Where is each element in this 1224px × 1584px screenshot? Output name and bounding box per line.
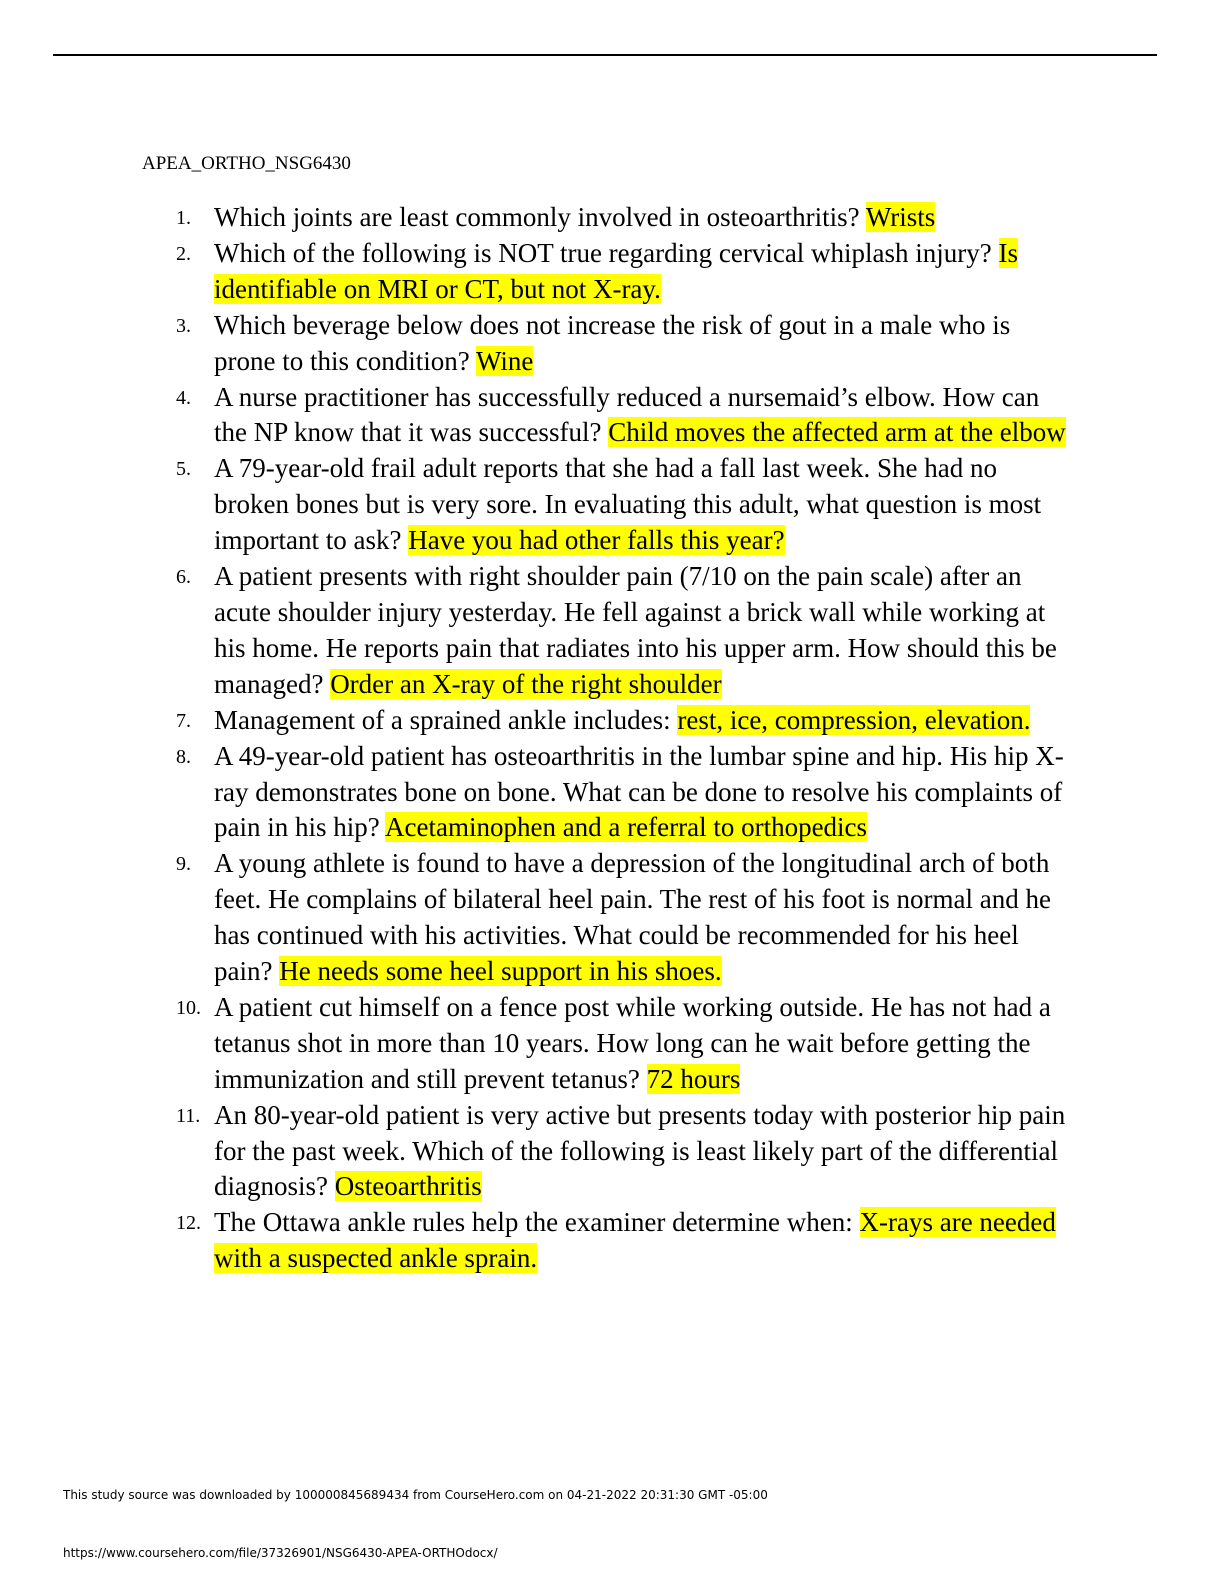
question-text: Management of a sprained ankle includes: bbox=[214, 704, 671, 735]
question-text: A 49-year-old patient has osteoarthritis in the lumbar spine and hip. His hip X-ray demonstrates bone on bone. What can be done to resolve his complaints of pain in his hip? bbox=[214, 740, 1064, 843]
highlighted-answer: He needs some heel support in his shoes. bbox=[279, 956, 722, 987]
question-number: 1. bbox=[176, 207, 191, 229]
question-number: 4. bbox=[176, 386, 191, 409]
question-item bbox=[176, 739, 1076, 847]
question-text: An 80-year-old patient is very active but presents today with posterior hip pain for the past week. Which of the following is least likely part of the differential diagnosis? bbox=[214, 1099, 1066, 1202]
question-item bbox=[176, 308, 1076, 380]
question-item bbox=[176, 451, 1076, 559]
question-item bbox=[176, 1098, 1076, 1206]
highlighted-answer: Have you had other falls this year? bbox=[408, 525, 785, 556]
question-text: A nurse practitioner has successfully reduced a nursemaid’s elbow. How can the NP know that it was successful? bbox=[214, 381, 1040, 448]
question-number: 7. bbox=[176, 709, 191, 732]
question-item bbox=[176, 846, 1076, 990]
source-url-footer: https://www.coursehero.com/file/37326901/NSG6430-APEA-ORTHOdocx/ bbox=[63, 1546, 498, 1560]
question-number: 2. bbox=[176, 242, 191, 265]
highlighted-answer: Acetaminophen and a referral to orthopedics bbox=[385, 812, 868, 843]
question-number: 11. bbox=[176, 1104, 201, 1127]
question-item bbox=[176, 380, 1076, 452]
highlighted-answer: X-rays are needed with a suspected ankle sprain. bbox=[214, 1207, 1056, 1274]
question-number: 5. bbox=[176, 458, 191, 481]
question-text: A young athlete is found to have a depression of the longitudinal arch of both feet. He complains of bilateral heel pain. The rest of his foot is normal and he has continued with his activities. What could be recommended for his heel pain? bbox=[214, 848, 1051, 987]
question-text: The Ottawa ankle rules help the examiner determine when: bbox=[214, 1207, 853, 1238]
question-item bbox=[176, 990, 1076, 1098]
question-number: 6. bbox=[176, 566, 191, 589]
question-text: A patient cut himself on a fence post while working outside. He has not had a tetanus shot in more than 10 years. How long can he wait before getting the immunization and still prevent tetanus? bbox=[214, 991, 1051, 1094]
question-number: 9. bbox=[176, 853, 191, 876]
question-text: A patient presents with right shoulder pain (7/10 on the pain scale) after an acute shoulder injury yesterday. He fell against a brick wall while working at his home. He reports pain that radiates into his upper arm. How should this be managed? bbox=[214, 561, 1057, 699]
question-list bbox=[176, 200, 1076, 1277]
top-divider bbox=[53, 54, 1157, 56]
question-item bbox=[176, 559, 1076, 703]
question-number: 10. bbox=[176, 996, 201, 1019]
question-item bbox=[176, 200, 1076, 236]
question-number: 12. bbox=[176, 1212, 201, 1235]
question-text: Which joints are least commonly involved in osteoarthritis? bbox=[214, 202, 860, 232]
highlighted-answer: 72 hours bbox=[646, 1063, 741, 1094]
highlighted-answer: Child moves the affected arm at the elbow bbox=[608, 417, 1066, 448]
download-source-footer: This study source was downloaded by 100000845689434 from CourseHero.com on 04-21-2022 20:31:30 GMT -05:00 bbox=[63, 1488, 768, 1502]
highlighted-answer: Osteoarthritis bbox=[334, 1171, 482, 1202]
question-item bbox=[176, 1205, 1076, 1277]
question-item bbox=[176, 703, 1076, 739]
highlighted-answer: Wine bbox=[475, 345, 534, 376]
question-text: Which of the following is NOT true regarding cervical whiplash injury? bbox=[214, 237, 992, 268]
document-title: APEA_ORTHO_NSG6430 bbox=[142, 153, 351, 174]
highlighted-answer: rest, ice, compression, elevation. bbox=[677, 704, 1031, 735]
highlighted-answer: Order an X-ray of the right shoulder bbox=[330, 668, 722, 699]
highlighted-answer: Is identifiable on MRI or CT, but not X-ray. bbox=[214, 237, 1019, 304]
question-text: Which beverage below does not increase the risk of gout in a male who is prone to this condition? bbox=[214, 309, 1011, 376]
question-text: A 79-year-old frail adult reports that she had a fall last week. She had no broken bones but is very sore. In evaluating this adult, what question is most important to ask? bbox=[214, 453, 1042, 556]
question-number: 3. bbox=[176, 314, 191, 337]
highlighted-answer: Wrists bbox=[865, 202, 936, 232]
question-number: 8. bbox=[176, 745, 191, 768]
question-item bbox=[176, 236, 1076, 308]
